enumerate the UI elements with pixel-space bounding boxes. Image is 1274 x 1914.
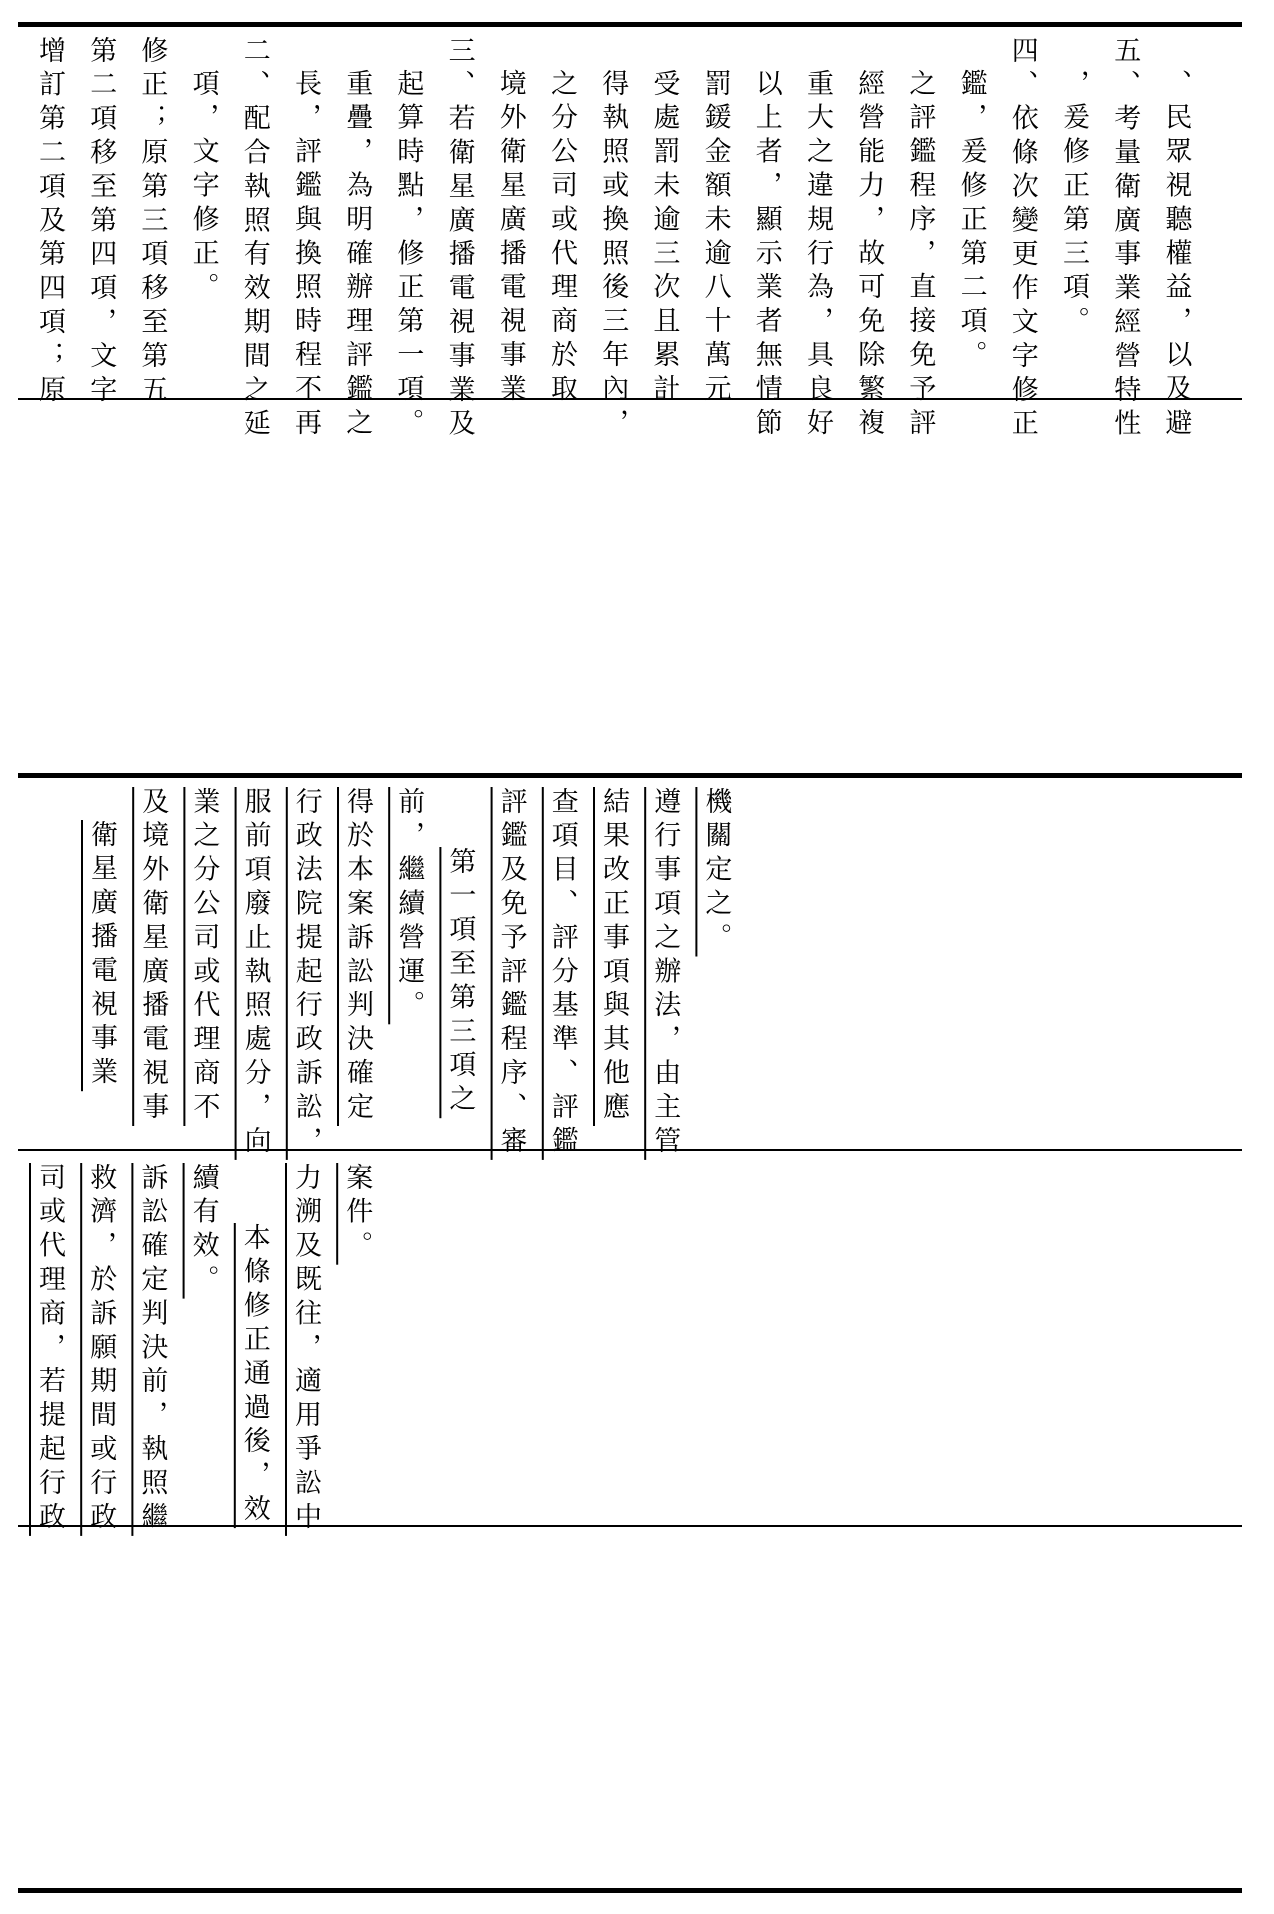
text-column: 第一項至第三項之 [444, 847, 476, 1119]
text-column: 本條修正通過後，效 [238, 1223, 270, 1529]
text-column: 司或代理商，若提起行政 [34, 1163, 65, 1536]
text-column: 重疊，為明確辦理評鑑之 [341, 69, 373, 442]
text-column: 得於本案訴訟判決確定 [342, 787, 373, 1126]
text-column: 起算時點，修正第一項。 [392, 69, 424, 442]
text-column: 重大之違規行為，具良好 [802, 69, 833, 442]
text-column: 衛星廣播電視事業 [86, 820, 117, 1092]
text-column: 評鑑及免予評鑑程序、審 [495, 787, 527, 1160]
text-column: 受處罰未逾三次且累計 [648, 69, 680, 408]
text-column: 業之分公司或代理商不 [188, 787, 220, 1126]
text-column: 續有效。 [187, 1163, 219, 1299]
text-column: 前，繼續營運。 [393, 787, 425, 1025]
text-column: 訴訟確定判決前，執照繼 [136, 1163, 168, 1536]
text-column: 三、若衛星廣播電視事業及 [443, 36, 475, 443]
text-column: 四、依條次變更作文字修正 [1006, 36, 1038, 443]
text-column: ，爰修正第三項。 [1058, 69, 1089, 341]
text-column: 得執照或換照後三年內， [597, 69, 629, 442]
text-column: 救濟，於訴願期間或行政 [85, 1163, 117, 1536]
text-column: 鑑，爰修正第二項。 [955, 69, 987, 375]
text-column: 長，評鑑與換照時程不再 [290, 69, 321, 442]
bottom-rule [18, 1888, 1242, 1893]
text-column: 案件。 [341, 1163, 373, 1265]
current-article-panel [18, 1163, 1242, 1536]
text-column: 項，文字修正。 [187, 69, 219, 307]
text-column: 之分公司或代理商於取 [546, 69, 577, 408]
text-column: 境外衛星廣播電視事業 [494, 69, 526, 408]
text-column: 、民眾視聽權益，以及避 [1160, 69, 1192, 442]
text-column: 力溯及既往，適用爭訟中 [290, 1163, 321, 1536]
text-column: 以上者，顯示業者無情節 [750, 69, 782, 442]
top-rule [18, 22, 1242, 27]
text-column: 經營能力，故可免除繁複 [853, 69, 885, 442]
text-column: 第二項移至第四項，文字 [85, 36, 117, 409]
separator-4 [18, 1525, 1242, 1527]
text-column: 之評鑑程序，直接免予評 [904, 69, 936, 442]
text-column: 增訂第二項及第四項；原 [34, 36, 65, 409]
text-column: 結果改正事項與其他應 [598, 787, 629, 1126]
text-column: 查項目、評分基準、評鑑 [546, 787, 578, 1160]
text-column: 二、配合執照有效期間之延 [238, 36, 270, 443]
separator-3 [18, 1149, 1242, 1151]
text-column: 罰鍰金額未逾八十萬元 [699, 69, 731, 408]
text-column: 服前項廢止執照處分，向 [239, 787, 271, 1160]
text-column: 機關定之。 [700, 787, 732, 957]
text-column: 遵行事項之辦法，由主管 [649, 787, 681, 1160]
text-column: 行政法院提起行政訴訟， [290, 787, 322, 1160]
separator-1 [18, 398, 1242, 400]
amended-article-panel [18, 787, 1242, 1160]
explanation-panel [18, 36, 1242, 443]
text-column: 五、考量衛廣事業經營特性 [1109, 36, 1141, 443]
separator-2 [18, 773, 1242, 778]
text-column: 修正；原第三項移至第五 [136, 36, 168, 409]
text-column: 及境外衛星廣播電視事 [137, 787, 169, 1126]
